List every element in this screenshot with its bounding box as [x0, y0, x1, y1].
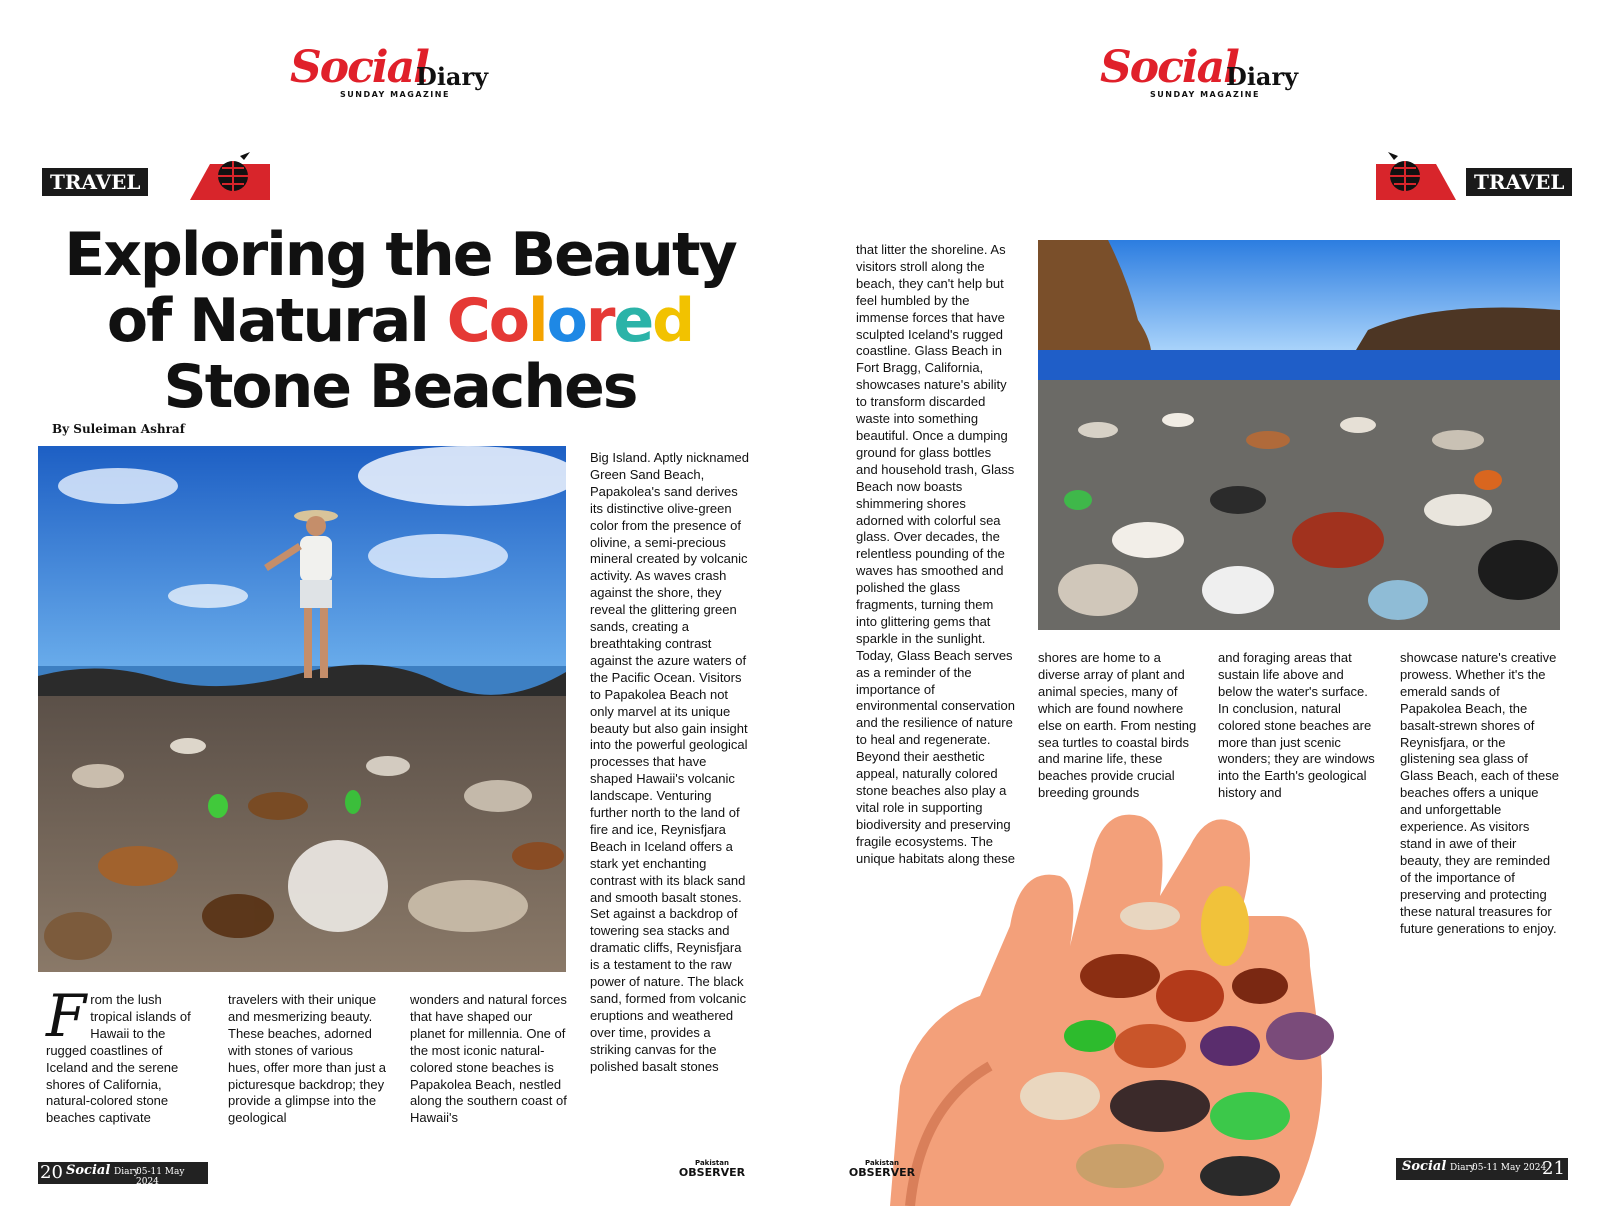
footer-date-left: 05-11 May 2024	[136, 1167, 185, 1187]
footer-diary-right: Diary	[1450, 1163, 1475, 1173]
masthead-logo-right	[1100, 42, 1340, 112]
observer-logo-right	[842, 1158, 922, 1178]
right-body-col-3: and foraging areas that sustain life above and below the water's surface. In conclusion, natural colored stone beaches are more than just scenic wonders; they are windows into the Earth's geological history and	[1218, 650, 1375, 801]
right-body-col-2: shores are home to a diverse array of plant and animal species, many of which are found nowhere else on earth. From nesting sea turtles to coastal birds and marine life, these beaches provide crucial breeding grounds	[1038, 650, 1197, 801]
drop-cap: F	[46, 982, 87, 1050]
headline-line2	[30, 288, 770, 354]
observer-bottom: OBSERVER	[848, 1166, 916, 1179]
masthead-social: Social	[290, 42, 428, 93]
right-body-col-4: showcase nature's creative prowess. Whether it's the emerald sands of Papakolea Beach, the basalt-strewn shores of Reynisfjara, or the glistening sea glass of Glass Beach, each of these beaches offers a unique and unforgettable experience. As visitors stand in awe of their beauty, they are reminded of the importance of preserving and protecting these natural treasures for future generations to enjoy.	[1400, 650, 1559, 936]
footer-social-right: Social	[1402, 1159, 1447, 1174]
observer-bottom: OBSERVER	[678, 1166, 746, 1179]
observer-top: Pakistan	[865, 1159, 899, 1167]
section-label: TRAVEL	[1466, 168, 1572, 196]
page-number-left: 20	[40, 1162, 63, 1183]
headline-colored-letter: o	[546, 286, 586, 356]
travel-section-tag-right	[1376, 164, 1565, 200]
headline-colored-letter: e	[613, 286, 653, 356]
right-body-col-1: that litter the shoreline. As visitors stroll along the beach, they can't help but feel humbled by the immense forces that have sculpted Iceland's rugged coastline. Glass Beach in Fort Bragg, California, showcases nature's ability to transform discarded waste into something beautiful. Once a dumping ground for glass bottles and household trash, Glass Beach now boasts shimmering shores adorned with colorful sea glass. Over decades, the relentless pounding of the waves has smoothed and polished the glass fragments, turning them into glittering gems that sparkle in the sunlight. Today, Glass Beach serves as a reminder of the importance of environmental conservation and the resilience of nature to heal and regenerate. Beyond their aesthetic appeal, naturally colored stone beaches also play a vital role in supporting biodiversity and preserving fragile ecosystems. The unique habitats along these	[856, 242, 1016, 866]
observer-top: Pakistan	[695, 1159, 729, 1167]
left-body-col-3: wonders and natural forces that have shaped our planet for millennia. One of the most iconic natural-colored stone beaches is Papakolea Beach, nestled along the southern coast of Hawaii's	[410, 992, 567, 1126]
masthead-sub: SUNDAY MAGAZINE	[1150, 90, 1260, 99]
masthead-diary: Diary	[416, 62, 489, 91]
headline-colored-letter: r	[585, 286, 614, 356]
headline-colored-word	[447, 286, 693, 356]
masthead-logo-left	[290, 42, 530, 112]
left-body-col-4: Big Island. Aptly nicknamed Green Sand Beach, Papakolea's sand derives its distinctive olive-green color from the presence of olivine, a semi-precious mineral created by volcanic activity. As waves crash against the shore, they reveal the glittering green sands, creating a breathtaking contrast against the azure waters of the Pacific Ocean. Visitors to Papakolea Beach not only marvel at its unique beauty but also gain insight into the powerful geological processes that have shaped Hawaii's volcanic landscape. Venturing further north to the land of fire and ice, Reynisfjara Beach in Iceland offers a stark yet enchanting contrast with its black sand and smooth basalt stones. Set against a backdrop of towering sea stacks and dramatic cliffs, Reynisfjara is a testament to the raw power of nature. The black sand, formed from volcanic eruptions and weathered over time, provides a striking canvas for the polished basalt stones	[590, 450, 749, 1074]
headline-colored-letter: d	[652, 286, 694, 356]
travel-section-tag-left	[42, 164, 232, 200]
footer-social-left: Social	[66, 1163, 111, 1178]
masthead-social: Social	[1100, 42, 1238, 93]
headline-colored-letter: o	[488, 286, 529, 356]
left-body-col-1	[46, 982, 206, 1127]
observer-logo-left	[672, 1158, 752, 1178]
footer-right	[1396, 1158, 1568, 1180]
section-label: TRAVEL	[42, 168, 148, 196]
footer-diary-left: Diary	[114, 1167, 139, 1177]
page-number-right: 21	[1542, 1158, 1565, 1179]
globe-plane-icon	[1382, 150, 1428, 196]
masthead-diary: Diary	[1226, 62, 1299, 91]
left-body-col-2: travelers with their unique and mesmerizing beauty. These beaches, adorned with stones of various hues, offer more than just a picturesque backdrop; they provide a glimpse into the geological	[228, 992, 387, 1126]
masthead-sub: SUNDAY MAGAZINE	[340, 90, 450, 99]
headline-line3: Stone Beaches	[163, 352, 637, 422]
photo-glass-beach-closeup	[1038, 240, 1560, 630]
footer-date-right: 05-11 May 2024	[1472, 1163, 1547, 1173]
headline-colored-letter: l	[528, 286, 547, 356]
headline-colored-letter: C	[446, 286, 489, 356]
article-headline	[30, 222, 770, 420]
footer-left	[38, 1162, 208, 1187]
byline: By Suleiman Ashraf	[52, 422, 185, 436]
left-col1-text: rom the lush tropical islands of Hawaii to the rugged coastlines of Iceland and the serene shores of California, natural-colored stone beaches captivate	[46, 992, 191, 1126]
headline-line2-a: of Natural	[106, 286, 447, 356]
photo-woman-on-glass-beach	[38, 446, 566, 972]
globe-plane-icon	[210, 150, 256, 196]
headline-line1: Exploring the Beauty	[64, 220, 736, 290]
